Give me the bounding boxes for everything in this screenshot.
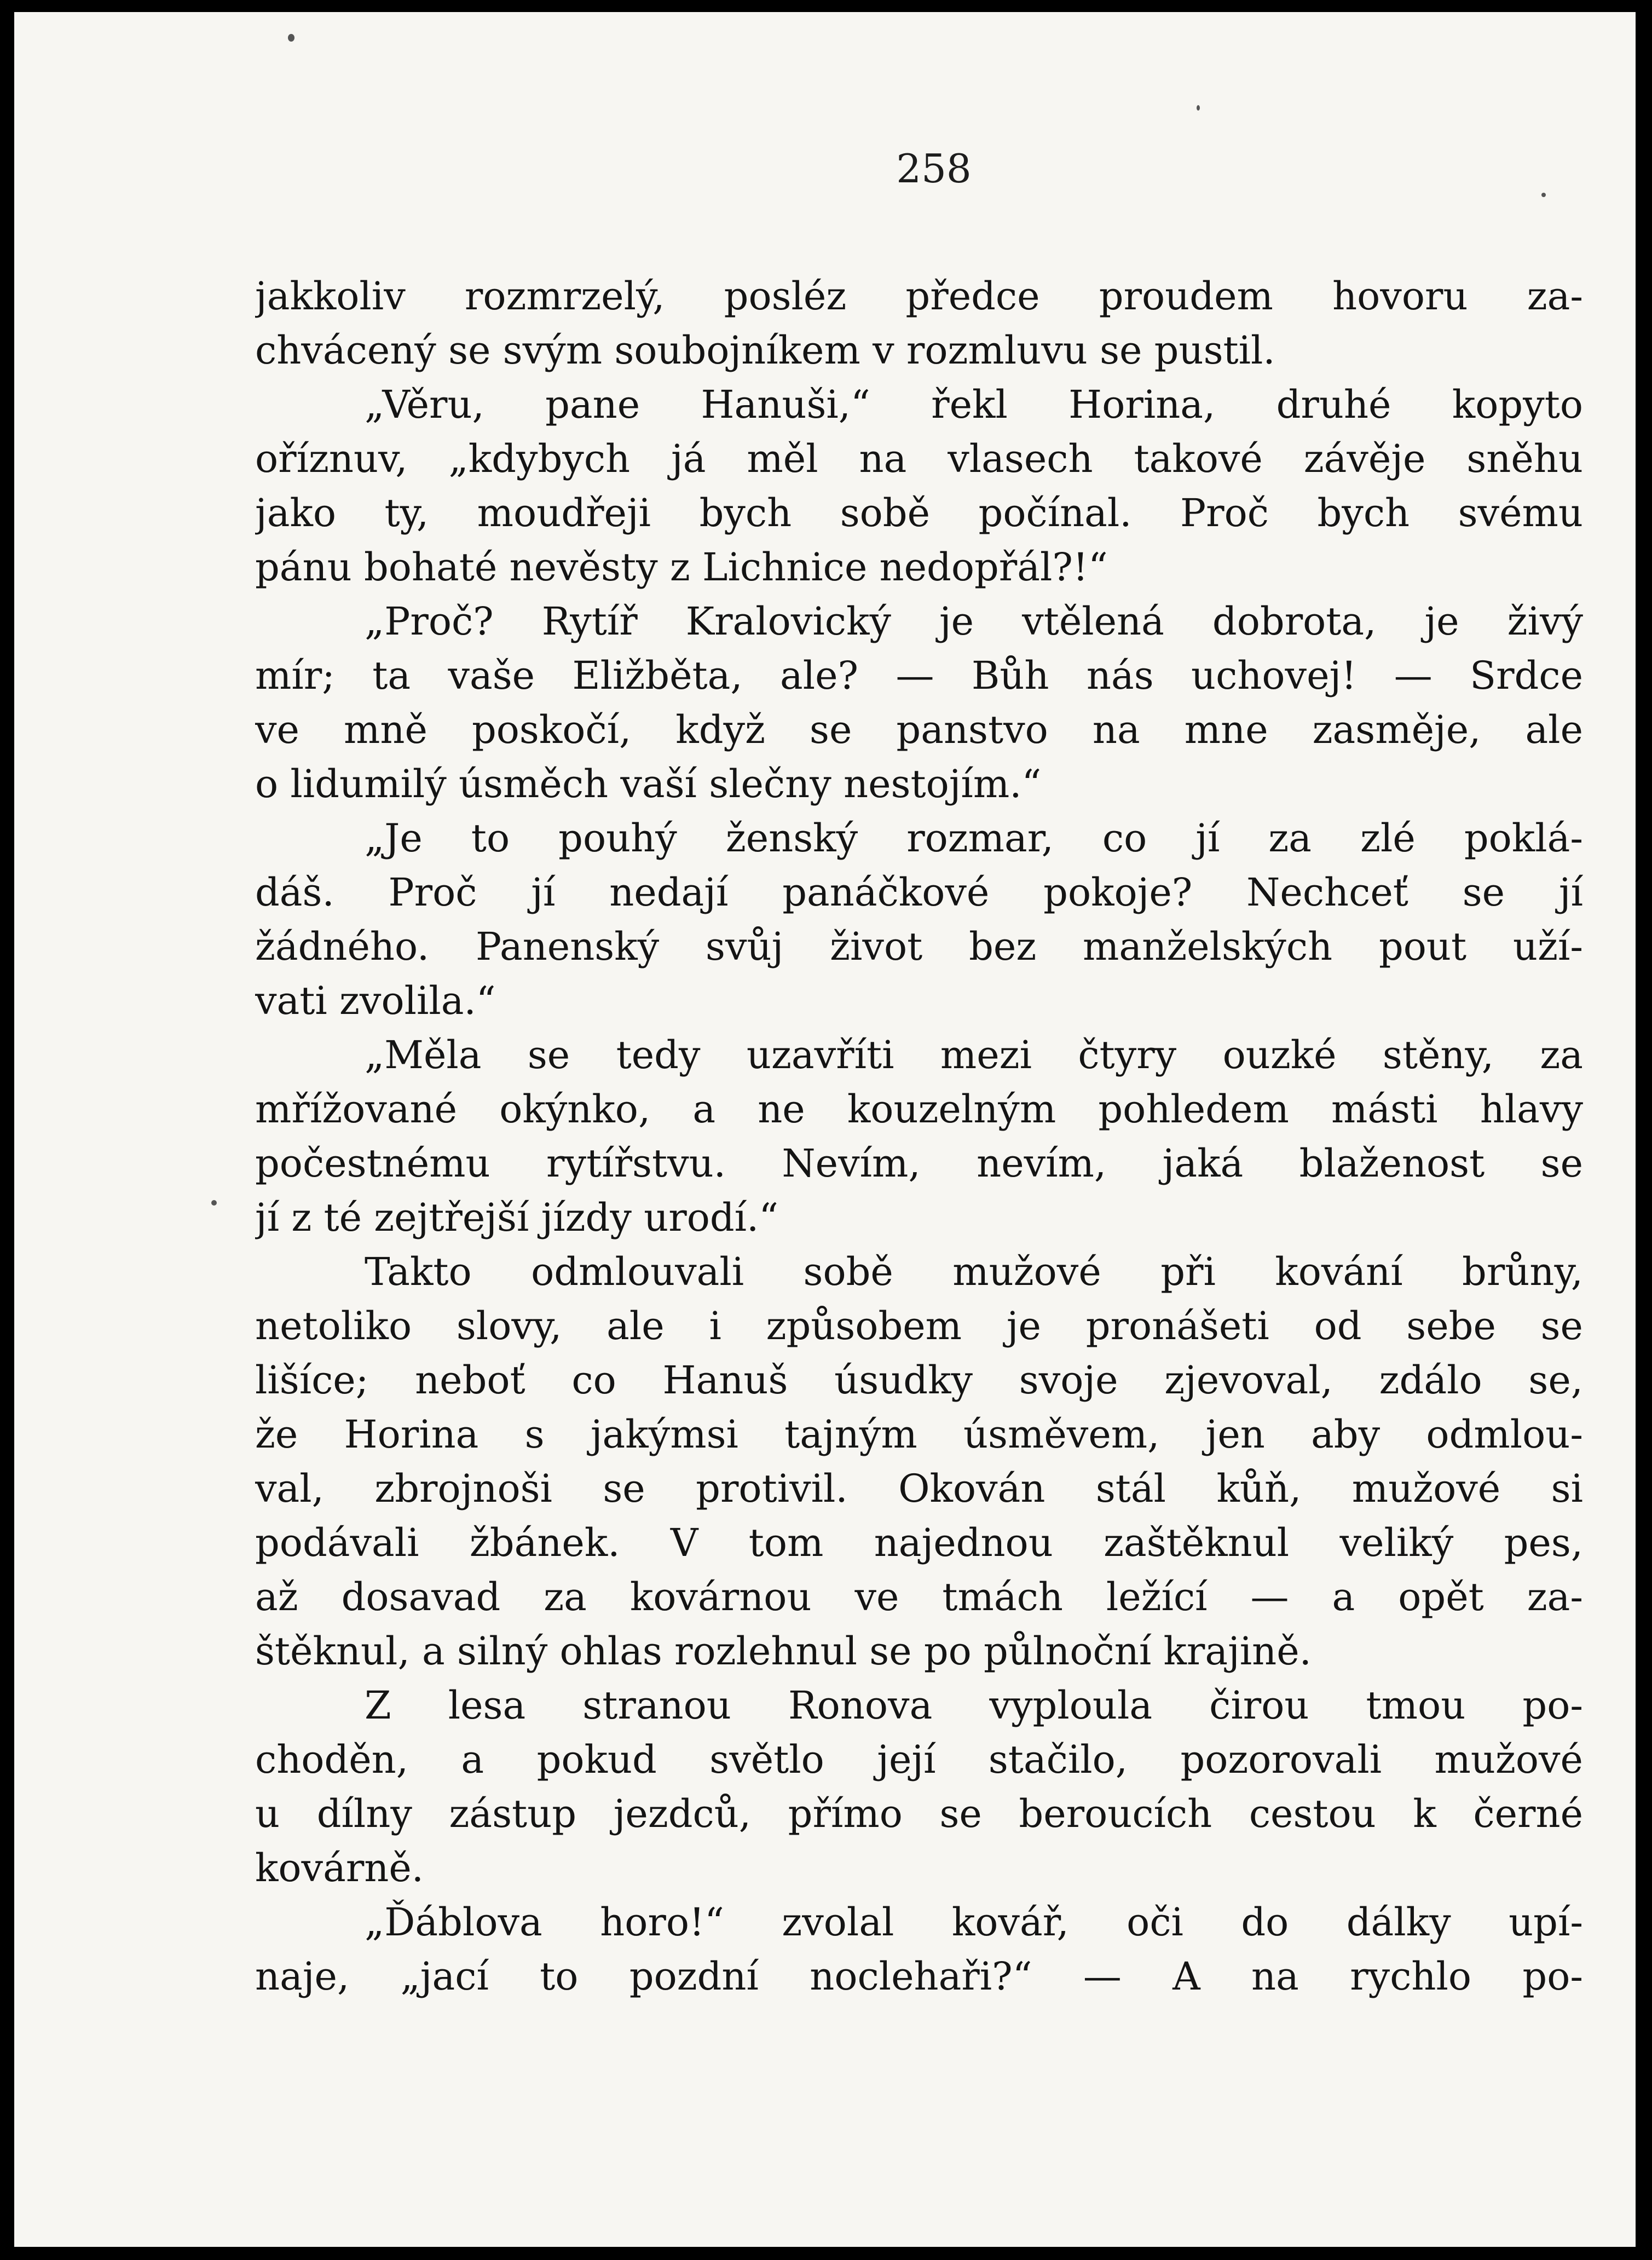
text-line: až dosavad za kovárnou ve tmách ležící — a opět za- (255, 1575, 1583, 1619)
text-line: jakkoliv rozmrzelý, posléz předce proudem hovoru za- (255, 274, 1583, 319)
paper-sheet (14, 12, 1636, 2247)
text-line: „Je to pouhý ženský rozmar, co jí za zlé poklá- (365, 816, 1583, 861)
text-line: kovárně. (255, 1846, 424, 1890)
text-line: „Věru, pane Hanuši,“ řekl Horina, druhé kopyto (365, 382, 1583, 427)
text-line: žádného. Panenský svůj život bez manželských pout uží- (255, 924, 1583, 969)
text-line: oříznuv, „kdybych já měl na vlasech takové závěje sněhu (255, 436, 1583, 481)
text-line: vati zvolila.“ (255, 978, 496, 1023)
text-line: choděn, a pokud světlo její stačilo, pozorovali mužové (255, 1737, 1583, 1782)
scan-speck (211, 1200, 217, 1206)
text-line: že Horina s jakýmsi tajným úsměvem, jen aby odmlou- (255, 1412, 1583, 1457)
text-line: mír; ta vaše Eližběta, ale? — Bůh nás uchovej! — Srdce (255, 653, 1583, 698)
text-line: mřížované okýnko, a ne kouzelným pohledem másti hlavy (255, 1087, 1583, 1132)
text-line: Z lesa stranou Ronova vyploula čirou tmou po- (365, 1683, 1583, 1728)
text-line: podávali žbánek. V tom najednou zaštěknul veliký pes, (255, 1520, 1583, 1565)
scan-speck (1197, 105, 1200, 111)
text-line: „Proč? Rytíř Kralovický je vtělená dobrota, je živý (365, 599, 1583, 644)
text-line: chvácený se svým soubojníkem v rozmluvu se pustil. (255, 328, 1275, 373)
scan-speck (288, 34, 294, 42)
text-line: štěknul, a silný ohlas rozlehnul se po půlnoční krajině. (255, 1629, 1312, 1674)
text-line: naje, „jací to pozdní noclehaři?“ — A na rychlo po- (255, 1954, 1583, 1999)
body-text (255, 269, 1583, 2004)
text-line: val, zbrojnoši se protivil. Okován stál kůň, mužové si (255, 1466, 1583, 1511)
text-line: dáš. Proč jí nedají panáčkové pokoje? Nechceť se jí (255, 870, 1583, 915)
text-line: počestnému rytířstvu. Nevím, nevím, jaká blaženost se (255, 1141, 1583, 1186)
text-line: u dílny zástup jezdců, přímo se beroucích cestou k černé (255, 1791, 1583, 1836)
page-number: 258 (896, 146, 972, 192)
text-line: pánu bohaté nevěsty z Lichnice nedopřál?!“ (255, 545, 1108, 590)
text-line: „Ďáblova horo!“ zvolal kovář, oči do dálky upí- (365, 1900, 1583, 1945)
text-line: ve mně poskočí, když se panstvo na mne zasměje, ale (255, 707, 1583, 752)
text-line: o lidumilý úsměch vaší slečny nestojím.“ (255, 762, 1042, 806)
scan-speck (1541, 193, 1546, 197)
text-line: lišíce; neboť co Hanuš úsudky svoje zjevoval, zdálo se, (255, 1358, 1583, 1403)
text-line: Takto odmlouvali sobě mužové při kování brůny, (365, 1249, 1583, 1294)
text-line: jako ty, moudřeji bych sobě počínal. Proč bych svému (255, 491, 1583, 535)
text-line: „Měla se tedy uzavříti mezi čtyry ouzké stěny, za (365, 1033, 1583, 1077)
text-line: netoliko slovy, ale i způsobem je pronášeti od sebe se (255, 1304, 1583, 1348)
text-line: jí z té zejtřejší jízdy urodí.“ (255, 1195, 779, 1240)
